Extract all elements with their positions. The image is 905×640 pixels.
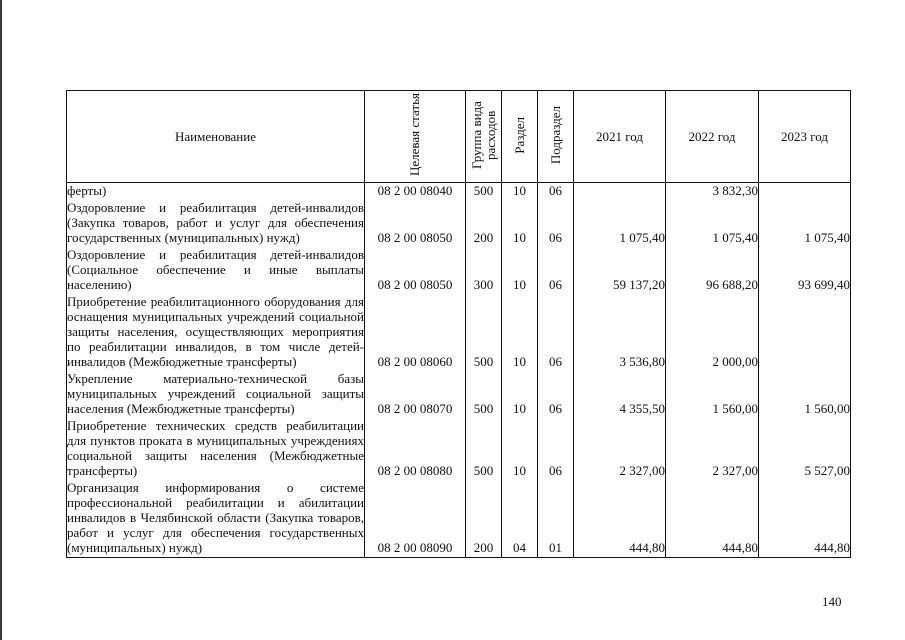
row-subsection: 06	[538, 418, 574, 480]
row-target: 08 2 00 08050	[365, 247, 466, 294]
row-2022: 444,80	[666, 480, 759, 558]
row-group: 200	[466, 480, 502, 558]
header-2023: 2023 год	[759, 91, 851, 183]
row-target: 08 2 00 08070	[365, 371, 466, 418]
table-row	[67, 183, 851, 201]
row-section: 10	[502, 418, 538, 480]
row-name: Приобретение реабилитационного оборудования для оснащения муниципальных учреждений социальной защиты населения, осуществляющих мероприятия по реабилитации инвалидов, в том числе детей-инвалидов (Межбюджетные трансферты)	[67, 294, 364, 369]
table-row	[67, 200, 851, 247]
row-section: 10	[502, 200, 538, 247]
row-2022: 96 688,20	[666, 247, 759, 294]
header-2022: 2022 год	[666, 91, 759, 183]
row-target: 08 2 00 08040	[365, 183, 466, 201]
row-2021: 59 137,20	[574, 247, 666, 294]
header-target: Целевая статья	[365, 91, 466, 183]
row-section: 10	[502, 294, 538, 371]
table-header-row	[67, 91, 851, 183]
row-target: 08 2 00 08080	[365, 418, 466, 480]
row-group: 500	[466, 371, 502, 418]
row-2021: 4 355,50	[574, 371, 666, 418]
row-section: 10	[502, 183, 538, 201]
row-subsection: 06	[538, 247, 574, 294]
row-group: 200	[466, 200, 502, 247]
row-2021: 444,80	[574, 480, 666, 558]
row-subsection: 06	[538, 371, 574, 418]
row-name: ферты)	[67, 183, 365, 201]
row-2022: 1 075,40	[666, 200, 759, 247]
row-2021: 1 075,40	[574, 200, 666, 247]
row-2023	[759, 294, 851, 371]
row-subsection: 06	[538, 200, 574, 247]
row-subsection: 06	[538, 183, 574, 201]
row-2023: 1 075,40	[759, 200, 851, 247]
row-section: 10	[502, 371, 538, 418]
header-2021: 2021 год	[574, 91, 666, 183]
row-name: Приобретение технических средств реабилитации для пунктов проката в муниципальных учреждениях социальной защиты населения (Межбюджетные трансферты)	[67, 418, 364, 478]
row-name: Укрепление материально-технической базы муниципальных учреждений социальной защиты населения (Межбюджетные трансферты)	[67, 371, 364, 416]
row-2023: 444,80	[759, 480, 851, 558]
row-2023	[759, 183, 851, 201]
row-group: 500	[466, 294, 502, 371]
row-2023: 93 699,40	[759, 247, 851, 294]
table-row	[67, 294, 851, 371]
row-2022: 2 327,00	[666, 418, 759, 480]
row-2023: 5 527,00	[759, 418, 851, 480]
row-2021: 2 327,00	[574, 418, 666, 480]
row-2022: 3 832,30	[666, 183, 759, 201]
row-group: 500	[466, 183, 502, 201]
page-number: 140	[822, 594, 842, 609]
table-row	[67, 247, 851, 294]
row-section: 04	[502, 480, 538, 558]
budget-table	[66, 90, 851, 558]
row-2021	[574, 183, 666, 201]
row-name: Оздоровление и реабилитация детей-инвалидов (Социальное обеспечение и иные выплаты населению)	[67, 247, 364, 292]
row-name: Организация информирования о системе профессиональной реабилитации и абилитации инвалидов в Челябинской области (Закупка товаров, работ и услуг для обеспечения государственных (муниципальных) нужд)	[67, 480, 365, 558]
table-row	[67, 418, 851, 480]
row-target: 08 2 00 08050	[365, 200, 466, 247]
row-subsection: 06	[538, 294, 574, 371]
table-row	[67, 480, 851, 558]
row-target: 08 2 00 08060	[365, 294, 466, 371]
row-group: 300	[466, 247, 502, 294]
row-name: Оздоровление и реабилитация детей-инвалидов (Закупка товаров, работ и услуг для обеспечения государственных (муниципальных) нужд)	[67, 200, 364, 245]
row-group: 500	[466, 418, 502, 480]
row-subsection: 01	[538, 480, 574, 558]
table-row	[67, 371, 851, 418]
row-2021: 3 536,80	[574, 294, 666, 371]
row-2022: 1 560,00	[666, 371, 759, 418]
row-2022: 2 000,00	[666, 294, 759, 371]
row-section: 10	[502, 247, 538, 294]
header-section: Раздел	[502, 91, 538, 183]
page-edge	[0, 0, 2, 640]
header-subsection: Подраздел	[538, 91, 574, 183]
row-2023: 1 560,00	[759, 371, 851, 418]
row-target: 08 2 00 08090	[365, 480, 466, 558]
header-name: Наименование	[67, 91, 365, 183]
header-group: Группа вида расходов	[466, 91, 502, 183]
